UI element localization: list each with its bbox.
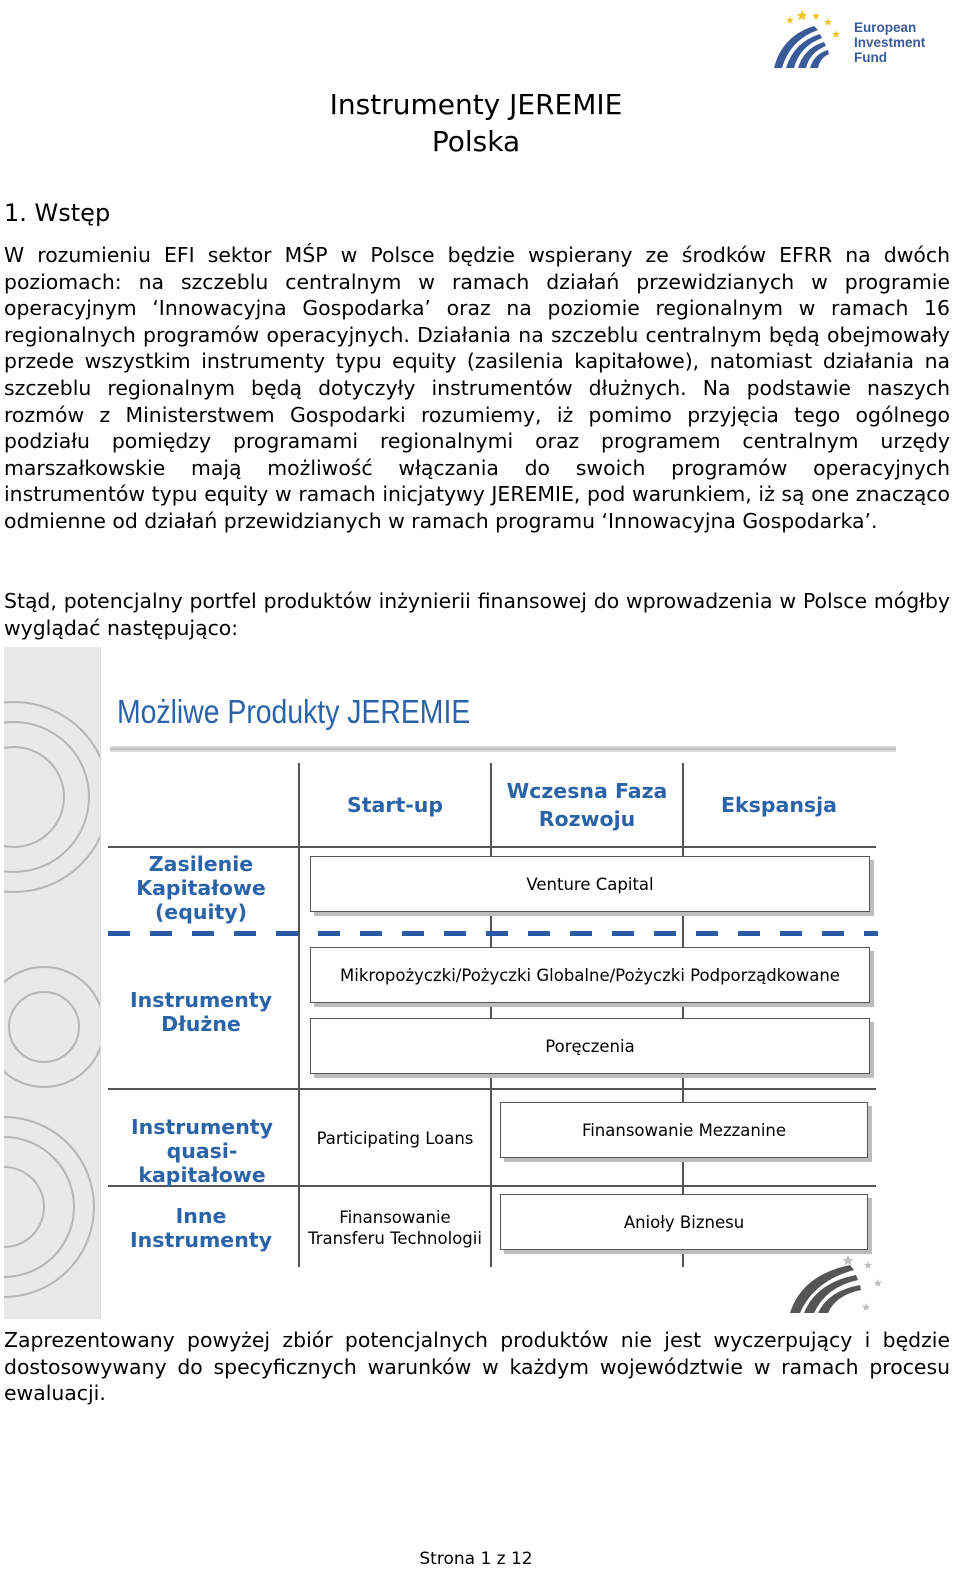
slide-title-rule [110,746,896,752]
product-microloans [310,947,870,1003]
logo-line-2: Investment [854,35,926,50]
product-mezzanine [500,1102,868,1158]
eif-logo-text [854,20,925,65]
row-other-line-1: Inne [175,1204,227,1228]
product-mezzanine-label: Finansowanie Mezzanine [581,1120,787,1140]
product-guarantees [310,1018,870,1074]
row-quasi-equity-line-2: quasi-kapitałowe [138,1139,266,1187]
row-equity [104,852,298,924]
row-equity-line-2: Kapitałowe [136,876,266,900]
document-title-line-1: Instrumenty JEREMIE [329,88,623,121]
eif-mark-icon [788,1253,888,1315]
product-technology-transfer-line-2: Transferu Technologii [308,1229,482,1248]
row-quasi-equity [104,1115,300,1187]
logo-line-1: European [854,20,917,35]
row-equity-line-1: Zasilenie [148,852,254,876]
grid-vline-3 [682,763,684,1267]
column-early-stage-line-2: Rozwoju [538,807,636,831]
product-microloans-label: Mikropożyczki/Pożyczki Globalne/Pożyczki Podporządkowane [340,965,840,985]
row-debt-line-1: Instrumenty [130,988,272,1012]
grid-hline-1 [108,846,876,848]
slide-title: Możliwe Produkty JEREMIE [117,693,471,730]
product-technology-transfer [300,1207,490,1249]
section-heading: 1. Wstęp [4,199,111,227]
product-business-angels [500,1194,868,1250]
logo-line-3: Fund [854,50,887,65]
grid-vline-2 [490,763,492,1267]
column-early-stage [492,777,682,833]
portfolio-paragraph: Stąd, potencjalny portfel produktów inżynierii finansowej do wprowadzenia w Polsce mógłby wyglądać następująco: [4,589,950,640]
row-other [104,1204,298,1252]
grid-hline-2 [108,1088,876,1090]
grid-vline-1 [298,763,300,1267]
eif-logo-icon [772,8,852,72]
product-participating-loans: Participating Loans [316,1129,474,1148]
products-slide [4,647,896,1319]
row-debt-line-2: Dłużne [161,1012,241,1036]
slide-side-decoration [4,647,101,1319]
column-expansion: Ekspansja [720,793,837,817]
product-venture-capital [310,856,870,912]
equity-debt-divider [108,931,878,936]
product-technology-transfer-line-1: Finansowanie [339,1208,451,1227]
eif-logo [772,8,942,72]
product-business-angels-label: Anioły Biznesu [623,1212,745,1232]
intro-paragraph: W rozumieniu EFI sektor MŚP w Polsce będzie wspierany ze środków EFRR na dwóch poziomach: na szczeblu centralnym w ramach działań przewidzianych w programie operacyjnym ‘Innowacyjna Gospodarka’ oraz na poziomie regionalnym w ramach 16 regionalnych programów operacyjnych. Działania na szczeblu centralnym będą obejmowały przede wszystkim instrumenty typu equity (zasilenia kapitałowe), natomiast działania na szczeblu regionalnym będą dotyczyły instrumentów dłużnych. Na podstawie naszych rozmów z Ministerstwem Gospodarki rozumiemy, iż pomimo przyjęcia tego ogólnego podziału pomiędzy programami regionalnymi oraz programem centralnym urzędy marszałkowskie mają możliwość włączania do swoich programów operacyjnych instrumentów typu equity w ramach inicjatywy JEREMIE, pod warunkiem, iż są one znacząco odmienne od działań przewidzianych w ramach programu ‘Innowacyjna Gospodarka’. [4,243,950,533]
document-title-line-2: Polska [431,125,521,158]
row-equity-line-3: (equity) [154,900,248,924]
product-venture-capital-label: Venture Capital [526,874,654,894]
column-early-stage-line-1: Wczesna Faza [506,779,668,803]
row-debt [104,988,298,1036]
page-number: Strona 1 z 12 [419,1549,533,1569]
product-guarantees-label: Poręczenia [545,1036,635,1056]
row-other-line-2: Instrumenty [130,1228,272,1252]
closing-paragraph: Zaprezentowany powyżej zbiór potencjalnych produktów nie jest wyczerpujący i będzie dostosowywany do specyficznych warunków w każdym województwie w ramach procesu ewaluacji. [4,1328,950,1406]
column-startup: Start-up [346,793,444,817]
row-quasi-equity-line-1: Instrumenty [131,1115,273,1139]
decorative-circles-icon [4,647,100,1319]
